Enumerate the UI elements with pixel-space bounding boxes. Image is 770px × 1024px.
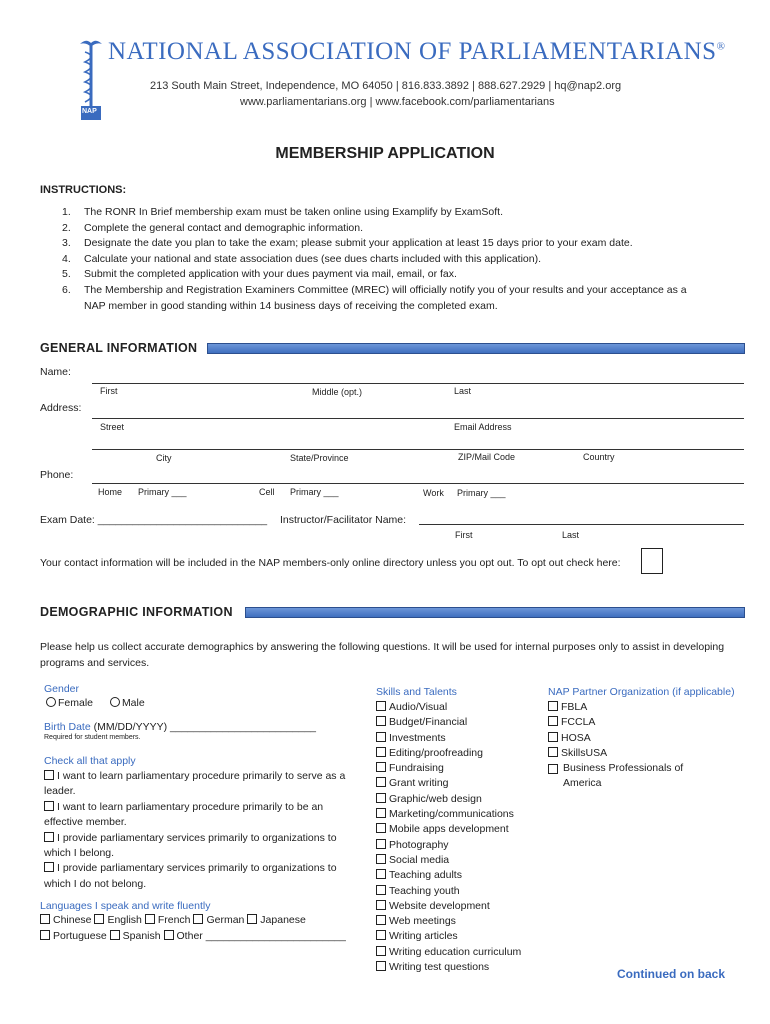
language-option[interactable]	[193, 914, 244, 926]
street-field[interactable]	[92, 418, 744, 419]
skill-option[interactable]	[376, 822, 521, 837]
page-title: MEMBERSHIP APPLICATION	[275, 145, 495, 162]
phone-field[interactable]	[92, 483, 744, 484]
skill-option[interactable]	[376, 807, 521, 822]
check-item-text: I want to learn parliamentary procedure primarily to be an effective member.	[44, 800, 324, 829]
languages-row-2	[40, 930, 346, 942]
checkbox-icon[interactable]	[247, 914, 257, 924]
skill-option[interactable]	[376, 929, 521, 944]
partner-option[interactable]	[548, 715, 728, 730]
middle-name-caption: Middle (opt.)	[312, 387, 363, 397]
checkbox-icon[interactable]	[548, 764, 558, 774]
instructions-list	[62, 205, 712, 314]
radio-icon[interactable]	[110, 697, 120, 707]
skill-label: Social media	[389, 853, 450, 866]
language-label: Japanese	[260, 914, 306, 926]
checkbox-icon[interactable]	[376, 900, 386, 910]
item-number: 5.	[62, 268, 71, 281]
checkbox-icon[interactable]	[376, 946, 386, 956]
skill-option[interactable]	[376, 914, 521, 929]
org-name-text: NATIONAL ASSOCIATION OF PARLIAMENTARIANS	[108, 38, 717, 65]
cell-caption: Cell	[259, 487, 275, 497]
checkbox-icon[interactable]	[40, 914, 50, 924]
zip-caption: ZIP/Mail Code	[458, 452, 516, 462]
language-option[interactable]	[110, 930, 161, 942]
list-item[interactable]	[44, 769, 360, 800]
phone-label: Phone:	[40, 469, 74, 481]
instructor-last-caption: Last	[562, 530, 580, 540]
general-section-bar	[207, 343, 745, 354]
language-option[interactable]	[94, 914, 141, 926]
checkbox-icon[interactable]	[376, 793, 386, 803]
checkbox-icon[interactable]	[376, 701, 386, 711]
checkbox-icon[interactable]	[376, 732, 386, 742]
org-web: www.parliamentarians.org | www.facebook.com/parliamentarians	[240, 96, 555, 108]
checkbox-icon[interactable]	[40, 930, 50, 940]
female-label: Female	[58, 697, 94, 709]
checkbox-icon[interactable]	[44, 770, 54, 780]
language-option[interactable]	[145, 914, 191, 926]
list-item	[62, 252, 712, 268]
language-label: Chinese	[53, 914, 92, 926]
checkbox-icon[interactable]	[376, 808, 386, 818]
checkbox-icon[interactable]	[193, 914, 203, 924]
general-heading: GENERAL INFORMATION	[40, 341, 198, 355]
checkbox-icon[interactable]	[44, 832, 54, 842]
checkbox-icon[interactable]	[376, 869, 386, 879]
language-label: German	[206, 914, 245, 926]
demographic-section-bar	[245, 607, 745, 618]
instructor-first-caption: First	[455, 530, 473, 540]
exam-date-field[interactable]: Exam Date: _____________________________	[40, 514, 268, 526]
radio-icon[interactable]	[46, 697, 56, 707]
item-number: 2.	[62, 221, 71, 234]
item-text: The Membership and Registration Examiners Committee (MREC) will officially notify you of your results and your acceptance as a NAP member in good standing within 14 business days of receiving the completed exam.	[84, 283, 687, 312]
instructor-label: Instructor/Facilitator Name:	[280, 514, 407, 526]
name-label: Name:	[40, 366, 71, 378]
checkbox-icon[interactable]	[548, 732, 558, 742]
check-item-text: I provide parliamentary services primarily to organizations to which I belong.	[44, 831, 337, 860]
skill-option[interactable]	[376, 960, 521, 975]
skill-option[interactable]	[376, 884, 521, 899]
partner-label: HOSA	[561, 731, 591, 744]
street-caption: Street	[100, 422, 125, 432]
language-label: Spanish	[122, 930, 161, 942]
partner-label: FBLA	[561, 701, 588, 713]
last-name-caption: Last	[454, 386, 472, 396]
skill-label: Fundraising	[389, 762, 444, 775]
cell-primary-caption: Primary ___	[290, 487, 339, 497]
checkbox-icon[interactable]	[376, 961, 386, 971]
skill-option[interactable]	[376, 761, 521, 776]
list-item	[62, 236, 712, 252]
skill-label: Budget/Financial	[389, 716, 468, 729]
skill-label: Writing test questions	[389, 961, 490, 974]
skill-label: Writing articles	[389, 930, 458, 943]
state-caption: State/Province	[290, 453, 349, 463]
instructor-field[interactable]	[419, 524, 744, 525]
skills-heading: Skills and Talents	[376, 686, 457, 698]
checkbox-icon[interactable]	[94, 914, 104, 924]
skill-label: Teaching adults	[389, 869, 462, 882]
list-item	[62, 283, 712, 314]
address-label: Address:	[40, 402, 82, 414]
skill-option[interactable]	[376, 853, 521, 868]
partner-list	[548, 700, 728, 792]
language-option[interactable]	[164, 930, 346, 942]
nap-logo	[78, 38, 104, 122]
partner-label: FCCLA	[561, 716, 596, 729]
list-item[interactable]	[44, 800, 360, 831]
check-all-list	[44, 769, 360, 892]
work-primary-caption: Primary ___	[457, 488, 506, 498]
partner-option[interactable]	[548, 746, 728, 761]
skill-label: Graphic/web design	[389, 792, 482, 805]
checkbox-icon[interactable]	[110, 930, 120, 940]
male-label: Male	[121, 697, 145, 709]
checkbox-icon[interactable]	[376, 854, 386, 864]
skill-label: Writing education curriculum	[389, 945, 522, 958]
item-text: Complete the general contact and demographic information.	[84, 221, 363, 234]
home-primary-caption: Primary ___	[138, 487, 187, 497]
registered-mark: ®	[716, 40, 726, 53]
skill-option[interactable]	[376, 792, 521, 807]
list-item	[62, 205, 712, 221]
city-caption: City	[156, 453, 172, 463]
city-field[interactable]	[92, 449, 744, 450]
email-caption: Email Address	[454, 422, 512, 432]
checkbox-icon[interactable]	[164, 930, 174, 940]
skill-option[interactable]	[376, 731, 521, 746]
skill-label: Grant writing	[389, 777, 449, 790]
skill-option[interactable]	[376, 899, 521, 914]
skill-option[interactable]	[376, 776, 521, 791]
language-label: Portuguese	[53, 930, 107, 942]
male-radio[interactable]	[110, 697, 145, 709]
check-all-heading: Check all that apply	[44, 755, 136, 767]
checkbox-icon[interactable]	[376, 823, 386, 833]
skill-label: Photography	[389, 838, 449, 851]
skill-option[interactable]	[376, 838, 521, 853]
checkbox-icon[interactable]	[376, 915, 386, 925]
item-number: 4.	[62, 252, 71, 265]
checkbox-icon[interactable]	[376, 885, 386, 895]
check-item-text: I provide parliamentary services primarily to organizations to which I do not belong.	[44, 862, 337, 890]
skill-label: Web meetings	[389, 915, 456, 928]
item-number: 6.	[62, 283, 71, 296]
checkbox-icon[interactable]	[376, 930, 386, 940]
list-item	[62, 221, 712, 237]
birth-date-format: (MM/DD/YYYY) _________________________	[93, 721, 317, 733]
skill-option[interactable]	[376, 700, 521, 715]
language-option[interactable]	[40, 930, 107, 942]
skill-option[interactable]	[376, 715, 521, 730]
language-option[interactable]	[247, 914, 306, 926]
checkbox-icon[interactable]	[376, 747, 386, 757]
skill-option[interactable]	[376, 945, 521, 960]
org-name	[108, 38, 725, 66]
skill-label: Audio/Visual	[389, 701, 448, 713]
list-item	[62, 267, 712, 283]
partner-option[interactable]	[548, 731, 728, 746]
partner-heading: NAP Partner Organization (if applicable)	[548, 686, 735, 698]
demographic-heading: DEMOGRAPHIC INFORMATION	[40, 605, 233, 619]
language-label: Other ________________________	[176, 930, 346, 942]
opt-out-checkbox[interactable]	[641, 548, 663, 574]
checkbox-icon[interactable]	[548, 701, 558, 711]
skill-option[interactable]	[376, 746, 521, 761]
logo-text: NAP	[82, 108, 97, 115]
checkbox-icon[interactable]	[44, 801, 54, 811]
item-text: Designate the date you plan to take the exam; please submit your application at least 15 days prior to your exam date.	[84, 237, 633, 250]
work-caption: Work	[423, 488, 444, 498]
list-item[interactable]	[44, 861, 360, 892]
checkbox-icon[interactable]	[376, 839, 386, 849]
skill-label: Website development	[389, 899, 490, 912]
home-caption: Home	[98, 487, 123, 497]
instructions-heading: INSTRUCTIONS:	[40, 184, 127, 196]
skill-label: Editing/proofreading	[389, 746, 483, 759]
first-name-caption: First	[100, 386, 118, 396]
item-number: 3.	[62, 237, 71, 250]
birth-date-label: Birth Date	[44, 721, 91, 733]
languages-heading: Languages I speak and write fluently	[40, 900, 211, 912]
org-address: 213 South Main Street, Independence, MO 64050 | 816.833.3892 | 888.627.2929 | hq@nap2.org	[150, 80, 622, 92]
demographic-intro: Please help us collect accurate demographics by answering the following questions. It will be used for internal purposes only to assist in developing programs and services.	[40, 641, 725, 669]
partner-label: Business Professionals of America	[563, 762, 684, 790]
name-field[interactable]	[92, 383, 744, 384]
gender-options	[46, 697, 145, 709]
opt-out-text: Your contact information will be included in the NAP members-only online directory unless you opt out. To opt out check here:	[40, 557, 621, 569]
skills-list	[376, 700, 521, 975]
language-label: French	[157, 914, 191, 926]
skill-label: Investments	[389, 731, 446, 744]
list-item[interactable]	[44, 831, 360, 862]
birth-date-note: Required for student members.	[44, 734, 141, 741]
skill-label: Mobile apps development	[389, 823, 509, 836]
skill-label: Marketing/communications	[389, 808, 514, 821]
female-radio[interactable]	[46, 697, 93, 709]
skill-option[interactable]	[376, 868, 521, 883]
item-number: 1.	[62, 206, 71, 218]
checkbox-icon[interactable]	[145, 914, 155, 924]
language-label: English	[107, 914, 142, 926]
checkbox-icon[interactable]	[376, 777, 386, 787]
birth-date-row[interactable]	[44, 721, 316, 733]
checkbox-icon[interactable]	[548, 747, 558, 757]
partner-option[interactable]	[548, 700, 728, 715]
item-text: The RONR In Brief membership exam must be taken online using Examplify by ExamSoft.	[84, 206, 504, 218]
country-caption: Country	[583, 452, 615, 462]
item-text: Submit the completed application with your dues payment via mail, email, or fax.	[84, 268, 457, 281]
languages-row-1	[40, 914, 306, 926]
language-option[interactable]	[40, 914, 92, 926]
continued-on-back: Continued on back	[617, 967, 725, 981]
checkbox-icon[interactable]	[376, 716, 386, 726]
check-item-text: I want to learn parliamentary procedure primarily to serve as a leader.	[44, 770, 346, 798]
partner-option[interactable]	[548, 761, 728, 792]
checkbox-icon[interactable]	[44, 862, 54, 872]
gender-heading: Gender	[44, 683, 80, 695]
skill-label: Teaching youth	[389, 884, 460, 897]
checkbox-icon[interactable]	[376, 762, 386, 772]
partner-label: SkillsUSA	[561, 746, 608, 759]
item-text: Calculate your national and state association dues (see dues charts included with this application).	[84, 252, 542, 265]
checkbox-icon[interactable]	[548, 716, 558, 726]
